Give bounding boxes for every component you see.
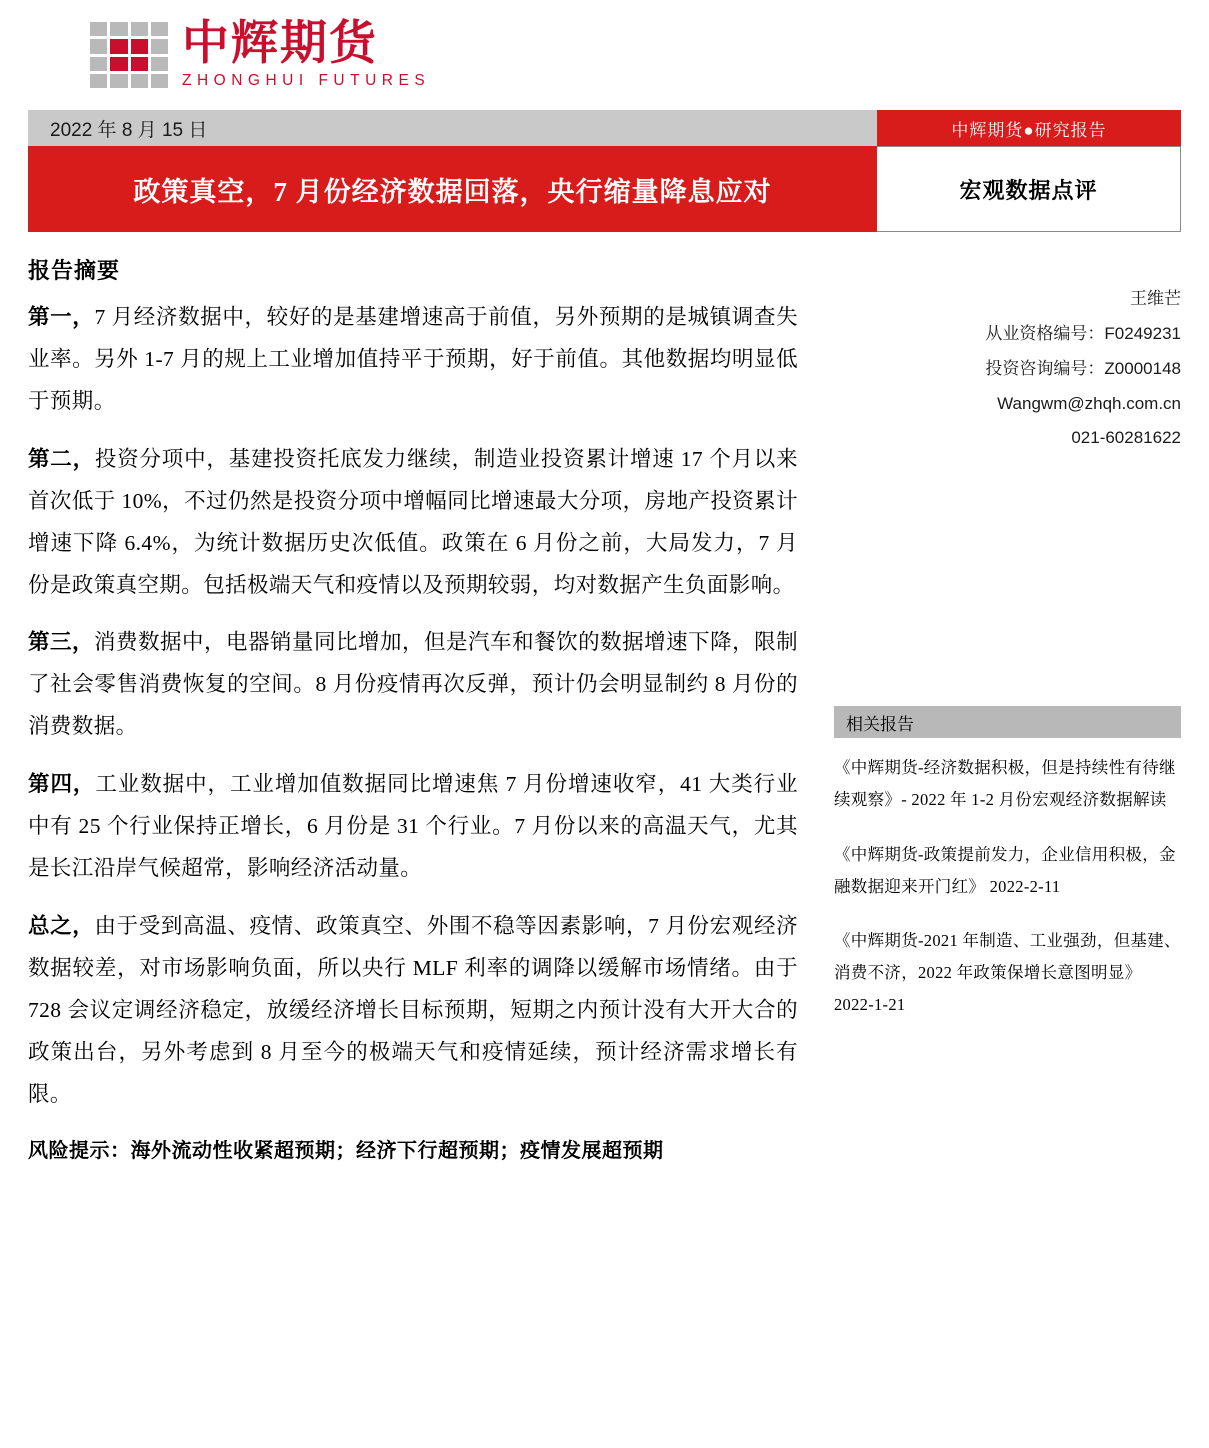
paragraph-4 <box>28 764 798 890</box>
paragraph-1-lead: 第一， <box>28 305 95 329</box>
related-report-item[interactable]: 《中辉期货-经济数据积极，但是持续性有待继续观察》- 2022 年 1-2 月份宏观经济数据解读 <box>834 758 1176 810</box>
brand-name-en: ZHONGHUI FUTURES <box>182 72 431 90</box>
paragraph-5-lead: 总之， <box>28 913 95 938</box>
title-band <box>28 146 1181 232</box>
paragraph-1 <box>28 297 798 423</box>
paragraph-5 <box>28 906 798 1116</box>
analyst-consulting-license: 投资咨询编号：Z0000148 <box>985 358 1181 378</box>
logo-text <box>182 17 431 90</box>
summary-heading: 报告摘要 <box>28 258 121 283</box>
analyst-practice-license: 从业资格编号：F0249231 <box>985 323 1181 343</box>
paragraph-3-text: 消费数据中，电器销量同比增加，但是汽车和餐饮的数据增速下降，限制了社会零售消费恢复的空间。8 月份疫情再次反弹，预计仍会明显制约 8 月份的消费数据。 <box>28 630 798 739</box>
paragraph-5-text: 由于受到高温、疫情、政策真空、外围不稳等因素影响，7 月份宏观经济数据较差，对市场影响负面，所以央行 MLF 利率的调降以缓解市场情绪。由于 728 会议定调经济稳定，放缓经济增长目标预期，短期之内预计没有大开大合的政策出台，另外考虑到 8 月至今的极端天气和疫情延续，预计经济需求增长有限。 <box>28 913 799 1106</box>
analyst-email[interactable]: Wangwm@zhqh.com.cn <box>997 393 1181 413</box>
brand-logo <box>90 17 431 90</box>
related-report-item[interactable]: 《中辉期货-2021 年制造、工业强劲，但基建、消费不济，2022 年政策保增长意图明显》 2022-1-21 <box>834 930 1181 1015</box>
report-date: 2022 年 8 月 15 日 <box>28 110 877 146</box>
analyst-phone: 021-60281622 <box>1071 428 1181 448</box>
paragraph-2-text: 投资分项中，基建投资托底发力继续，制造业投资累计增速 17 个月以来首次低于 10%，不过仍然是投资分项中增幅同比增速最大分项，房地产投资累计增速下降 6.4%，为统计数据历史次低值。政策在 6 月份之前，大局发力，7 月份是政策真空期。包括极端天气和疫情以及预期较弱，均对数据产生负面影响。 <box>28 446 798 597</box>
sidebar <box>828 248 1181 1163</box>
risk-note: 风险提示：海外流动性收紧超预期；经济下行超预期；疫情发展超预期 <box>28 1139 664 1162</box>
paragraph-1-text: 7 月经济数据中，较好的是基建增速高于前值，另外预期的是城镇调查失业率。另外 1-7 月的规上工业增加值持平于预期，好于前值。其他数据均明显低于预期。 <box>28 305 799 413</box>
analyst-info <box>834 282 1181 456</box>
analyst-name: 王维芒 <box>1130 289 1181 308</box>
paragraph-2 <box>28 439 798 607</box>
paragraph-4-text: 工业数据中，工业增加值数据同比增速焦 7 月份增速收窄，41 大类行业中有 25 个行业保持正增长，6 月份是 31 个行业。7 月份以来的高温天气，尤其是长江沿岸气候超常，影响经济活动量。 <box>28 772 798 881</box>
report-tag: 中辉期货●研究报告 <box>877 110 1181 146</box>
masthead <box>28 0 1181 110</box>
related-report-item[interactable]: 《中辉期货-政策提前发力，企业信用积极，金融数据迎来开门红》 2022-2-11 <box>834 844 1176 896</box>
main-column <box>28 248 828 1163</box>
paragraph-3 <box>28 622 798 748</box>
paragraph-3-lead: 第三， <box>28 630 95 655</box>
paragraph-4-lead: 第四， <box>28 772 96 797</box>
related-reports-title: 相关报告 <box>834 706 1181 738</box>
report-category: 宏观数据点评 <box>877 146 1181 232</box>
logo-grid-icon <box>90 22 168 88</box>
page-title: 政策真空，7 月份经济数据回落，央行缩量降息应对 <box>28 146 877 232</box>
brand-name-cn: 中辉期货 <box>182 17 378 70</box>
body <box>28 248 1181 1163</box>
header-band <box>28 110 1181 146</box>
paragraph-2-lead: 第二， <box>28 446 95 471</box>
